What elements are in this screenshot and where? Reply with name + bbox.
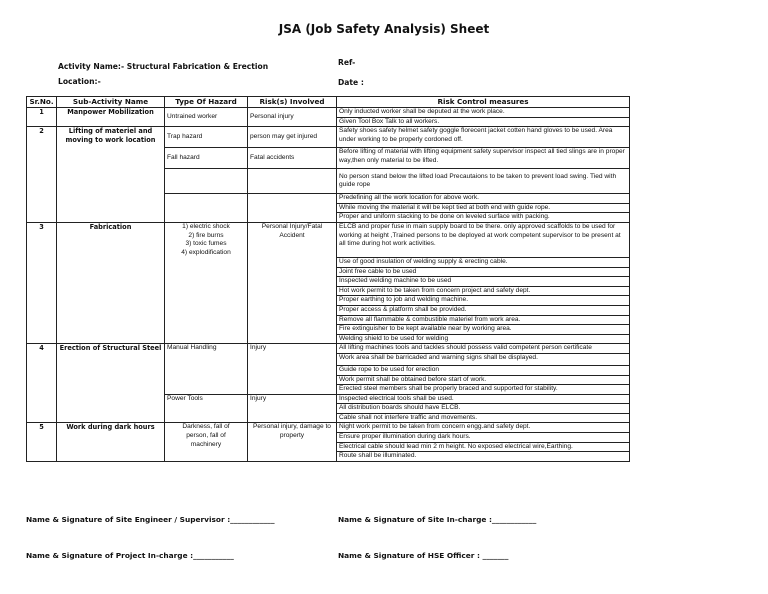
risk-involved: Personal Injury/Fatal Accident — [248, 222, 337, 343]
hazard-type: Manual Handling — [165, 344, 248, 394]
control-measure: Route shall be illuminated. — [337, 452, 630, 462]
sub-activity: Manpower Mobilization — [57, 108, 165, 127]
table-header-row — [27, 97, 630, 108]
hse-officer-signature: Name & Signature of HSE Officer : _______ — [338, 551, 509, 560]
control-measure: Hot work permit to be taken from concern project and safety dept. — [337, 286, 630, 296]
control-measure: Joint free cable to be used — [337, 267, 630, 277]
control-measure: Erected steel members shall be properly braced and supported for stability. — [337, 385, 630, 395]
table-row — [27, 222, 630, 257]
control-measure: All distribution boards should have ELCB. — [337, 404, 630, 414]
control-measure: Inspected welding machine to be used — [337, 277, 630, 287]
date-label: Date : — [338, 78, 364, 87]
control-measure: All lifting machines tools and tackles should possess valid competent person certificate — [337, 344, 630, 354]
risk-involved: Fatal accidents — [248, 148, 337, 169]
control-measure: Electrical cable should lead min 2 m height. No exposed electrical wire,Earthing. — [337, 442, 630, 452]
jsa-table — [26, 96, 630, 462]
control-measure: Welding shield to be used for welding — [337, 334, 630, 344]
table-row — [27, 344, 630, 354]
control-measure: Predefining all the work location for above work. — [337, 194, 630, 204]
control-measure: Proper and uniform stacking to be done on leveled surface with packing. — [337, 213, 630, 223]
table-row — [27, 127, 630, 148]
sub-activity: Lifting of materiel and moving to work location — [57, 127, 165, 223]
control-measure: Fire extinguisher to be kept available near by working area. — [337, 325, 630, 335]
hazard-item: 1) electric shock — [182, 222, 230, 230]
col-risk-control: Risk Control measures — [337, 97, 630, 108]
control-measure: Remove all flammable & combustible materiel from work area. — [337, 315, 630, 325]
control-measure: ELCB and proper fuse in main supply board to be there. only approved scaffolds to be used for working at height ,Trained persons to be deployed at work competent supervisor to be present at all time during hot work activities. — [337, 222, 630, 257]
col-sub-activity: Sub-Activity Name — [57, 97, 165, 108]
control-measure: Before lifting of material with lifting equipment safety supervisor inspect all tied slings are in proper way,then only material to be lifted. — [337, 148, 630, 169]
control-measure: Only inducted worker shall be deputed at the work place. — [337, 108, 630, 118]
hazard-item: 2) fire burns — [188, 231, 224, 239]
hazard-type-empty — [165, 194, 248, 223]
risk-involved: Injury — [248, 394, 337, 423]
hazard-type: Fall hazard — [165, 148, 248, 169]
hazard-item: 4) explodification — [181, 248, 231, 256]
risk-involved-empty — [248, 194, 337, 223]
sr-no: 1 — [27, 108, 57, 127]
control-measure: Cable shall not interfere traffic and movements. — [337, 413, 630, 423]
hazard-type: Darkness, fall of person, fall of machinery — [165, 423, 248, 461]
hazard-type: Trap hazard — [165, 127, 248, 148]
control-measure: Work area shall be barricaded and warning signs shall be displayed. — [337, 353, 630, 365]
site-incharge-signature: Name & Signature of Site In-charge :____________ — [338, 515, 537, 524]
risk-involved: person may get injured — [248, 127, 337, 148]
control-measure: Proper access & platform shall be provided. — [337, 305, 630, 315]
table-row — [27, 423, 630, 433]
control-measure: Given Tool Box Talk to all workers. — [337, 117, 630, 127]
location-label: Location:- — [58, 77, 101, 86]
col-hazard-type: Type Of Hazard — [165, 97, 248, 108]
col-sr-no: Sr.No. — [27, 97, 57, 108]
control-measure: Night work permit to be taken from concern engg.and safety dept. — [337, 423, 630, 433]
control-measure: Ensure proper illumination during dark hours. — [337, 433, 630, 443]
control-measure: Use of good insulation of welding supply & erecting cable. — [337, 257, 630, 267]
control-measure: While moving the material it will be kept tied at both end with guide rope. — [337, 203, 630, 213]
sr-no: 5 — [27, 423, 57, 461]
control-measure: Safety shoes safety helmet safety goggle florecent jacket cotten hand gloves to be used. Area under working to be properly cordoned off. — [337, 127, 630, 148]
hazard-type: Power Tools — [165, 394, 248, 423]
sheet-title: JSA (Job Safety Analysis) Sheet — [278, 22, 490, 36]
control-measure: Guide rope to be used for erection — [337, 365, 630, 375]
col-risks: Risk(s) Involved — [248, 97, 337, 108]
control-measure: Inspected electrical tools shall be used. — [337, 394, 630, 404]
sub-activity: Fabrication — [57, 222, 165, 343]
sr-no: 3 — [27, 222, 57, 343]
control-measure: No person stand below the lifted load Precautaions to be taken to prevent load swing. Tied with guide rope — [337, 169, 630, 194]
hazard-type: Untrained worker — [165, 108, 248, 127]
table-row — [27, 108, 630, 118]
site-engineer-signature: Name & Signature of Site Engineer / Supervisor :____________ — [26, 515, 275, 524]
sub-activity: Work during dark hours — [57, 423, 165, 461]
sr-no: 2 — [27, 127, 57, 223]
control-measure: Proper earthing to job and welding machine. — [337, 296, 630, 306]
risk-involved: Personal injury — [248, 108, 337, 127]
sub-activity: Erection of Structural Steel — [57, 344, 165, 423]
sr-no: 4 — [27, 344, 57, 423]
project-incharge-signature: Name & Signature of Project In-charge :___________ — [26, 551, 234, 560]
hazard-type — [165, 222, 248, 343]
activity-name: Activity Name:- Structural Fabrication & Erection — [58, 62, 269, 71]
hazard-item: 3) toxic fumes — [185, 240, 227, 248]
risk-involved: Injury — [248, 344, 337, 394]
control-measure: Work permit shall be obtained before start of work. — [337, 375, 630, 385]
ref-label: Ref- — [338, 58, 356, 67]
risk-involved: Personal injury, damage to property — [248, 423, 337, 461]
risk-involved-empty — [248, 169, 337, 194]
hazard-type-empty — [165, 169, 248, 194]
